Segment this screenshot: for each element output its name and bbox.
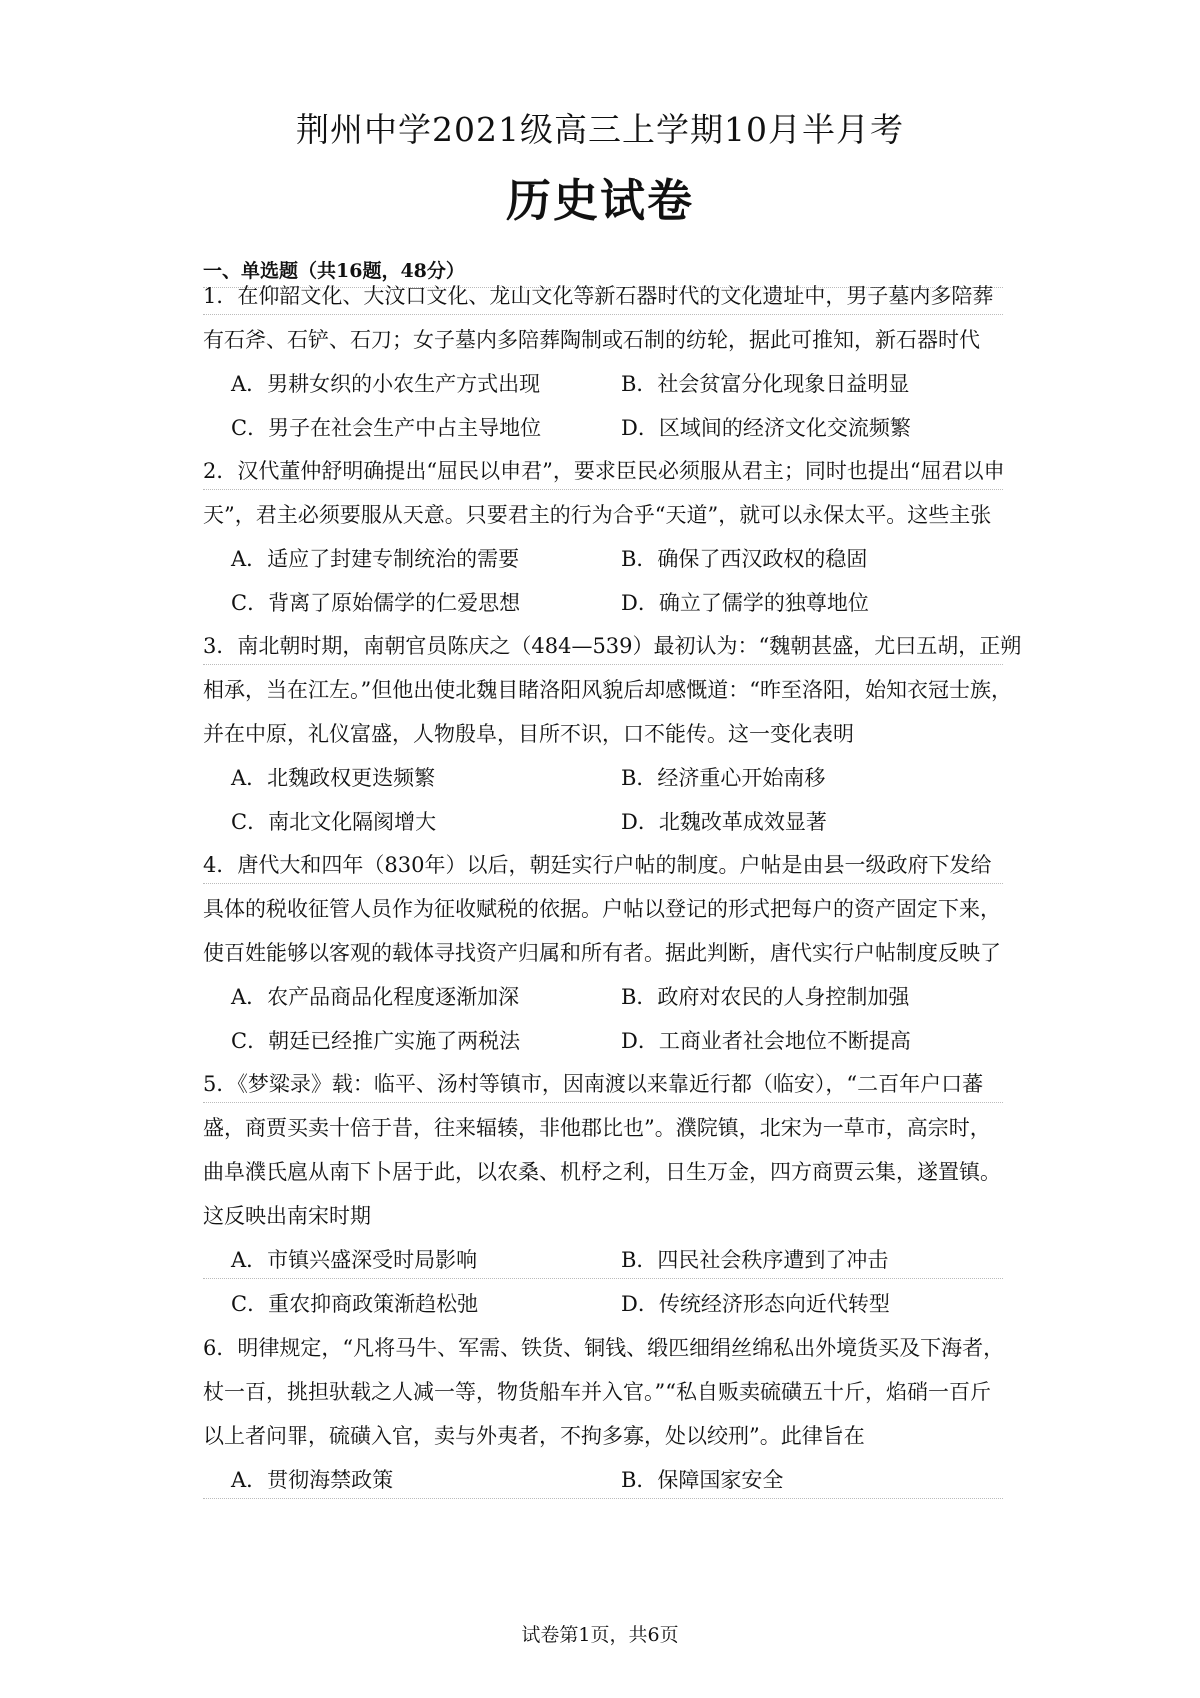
option-b: B．政府对农民的人身控制加强 (621, 985, 910, 1009)
question-text-line: 天”，君主必须要服从天意。只要君主的行为合乎“天道”，就可以永保太平。这些主张 (203, 503, 992, 527)
option-b: B．保障国家安全 (621, 1468, 784, 1492)
option-a: A．农产品商品化程度逐渐加深 (231, 985, 520, 1009)
option-c: C．男子在社会生产中占主导地位 (231, 416, 542, 440)
question-text-line: 这反映出南宋时期 (203, 1204, 371, 1228)
option-c: C．背离了原始儒学的仁爱思想 (231, 591, 521, 615)
option-b: B．经济重心开始南移 (621, 766, 826, 790)
option-c: C．南北文化隔阂增大 (231, 810, 437, 834)
exam-title: 荆州中学2021级高三上学期10月半月考 (296, 110, 904, 149)
question-text-line: 6．明律规定，“凡将马牛、军需、铁货、铜钱、缎匹细绢丝绵私出外境货买及下海者， (203, 1336, 1005, 1360)
divider (203, 1278, 1003, 1279)
option-a: A．男耕女织的小农生产方式出现 (231, 372, 541, 396)
page-footer: 试卷第1页，共6页 (521, 1624, 679, 1646)
option-c: C．重农抑商政策渐趋松弛 (231, 1292, 479, 1316)
question-text-line: 以上者问罪，硫磺入官，卖与外夷者，不拘多寡，处以绞刑”。此律旨在 (203, 1424, 865, 1448)
question-text-line: 曲阜濮氏扈从南下卜居于此，以农桑、机杼之利，日生万金，四方商贾云集，遂置镇。 (203, 1160, 1001, 1184)
question-text-line: 3．南北朝时期，南朝官员陈庆之（484—539）最初认为：“魏朝甚盛，尤曰五胡，正朔 (203, 628, 1003, 665)
option-c: C．朝廷已经推广实施了两税法 (231, 1029, 521, 1053)
question-text-line: 并在中原，礼仪富盛，人物殷阜，目所不识，口不能传。这一变化表明 (203, 722, 854, 746)
option-b: B．社会贫富分化现象日益明显 (621, 372, 910, 396)
option-d: D．工商业者社会地位不断提高 (621, 1029, 911, 1053)
option-d: D．确立了儒学的独尊地位 (621, 591, 869, 615)
question-text-line: 2．汉代董仲舒明确提出“屈民以申君”，要求臣民必须服从君主；同时也提出“屈君以申 (203, 453, 1003, 490)
option-a: A．北魏政权更迭频繁 (231, 766, 436, 790)
question-text-line: 使百姓能够以客观的载体寻找资产归属和所有者。据此判断，唐代实行户帖制度反映了 (203, 941, 1001, 965)
option-d: D．北魏改革成效显著 (621, 810, 827, 834)
option-d: D．传统经济形态向近代转型 (621, 1292, 890, 1316)
question-text-line: 4．唐代大和四年（830年）以后，朝廷实行户帖的制度。户帖是由县一级政府下发给 (203, 847, 1003, 884)
question-text-line: 杖一百，挑担驮载之人减一等，物货船车并入官。”“私自贩卖硫磺五十斤，焰硝一百斤 (203, 1380, 991, 1404)
subject-title: 历史试卷 (505, 174, 694, 227)
divider (203, 1498, 1003, 1499)
option-b: B．四民社会秩序遭到了冲击 (621, 1248, 889, 1272)
option-a: A．市镇兴盛深受时局影响 (231, 1248, 478, 1272)
option-a: A．贯彻海禁政策 (231, 1468, 394, 1492)
question-text-line: 1．在仰韶文化、大汶口文化、龙山文化等新石器时代的文化遗址中，男子墓内多陪葬 (203, 278, 1003, 315)
question-text-line: 相承，当在江左。”但他出使北魏目睹洛阳风貌后却感慨道：“昨至洛阳，始知衣冠士族， (203, 678, 1012, 702)
question-text-line: 盛，商贾买卖十倍于昔，往来辐辏，非他郡比也”。濮院镇，北宋为一草市，高宗时， (203, 1116, 991, 1140)
option-d: D．区域间的经济文化交流频繁 (621, 416, 911, 440)
option-a: A．适应了封建专制统治的需要 (231, 547, 520, 571)
question-text-line: 5．《梦粱录》载：临平、汤村等镇市，因南渡以来靠近行都（临安），“二百年户口蕃 (203, 1066, 1003, 1103)
section-heading: 一、单选题（共16题，48分） (203, 260, 465, 282)
option-b: B．确保了西汉政权的稳固 (621, 547, 868, 571)
question-text-line: 有石斧、石铲、石刀；女子墓内多陪葬陶制或石制的纺轮，据此可推知，新石器时代 (203, 328, 980, 352)
question-text-line: 具体的税收征管人员作为征收赋税的依据。户帖以登记的形式把每户的资产固定下来， (203, 897, 1001, 921)
